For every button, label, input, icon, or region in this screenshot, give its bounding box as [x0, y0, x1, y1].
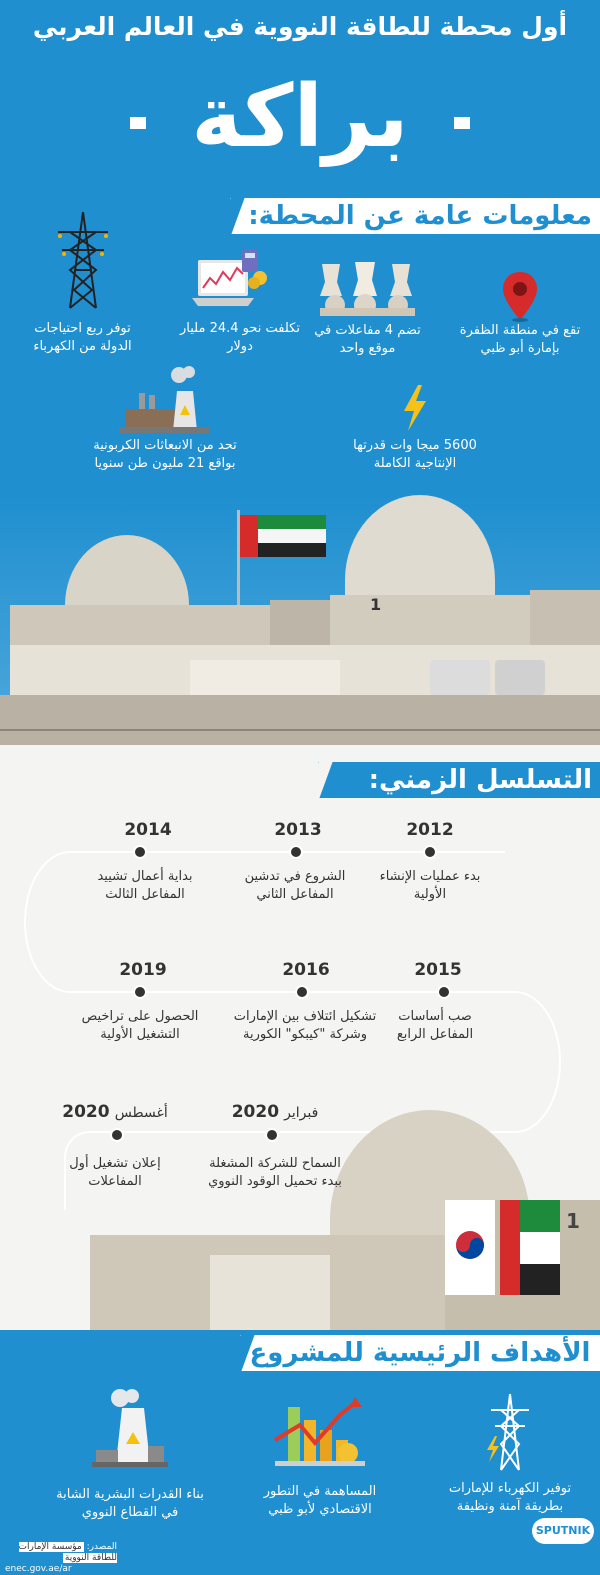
timeline-text-2015: صب أساسات المفاعل الرابع — [396, 1009, 474, 1042]
timeline-text-feb-2020: السماح للشركة المشغلة ببدء تحميل الوقود النووي — [208, 1156, 342, 1189]
goals-heading: الأهداف الرئيسية للمشروع — [249, 1338, 591, 1368]
timeline-year-2020-feb: 2020 — [231, 1102, 280, 1122]
page-title: أول محطة للطاقة النووية في العالم العربي — [32, 12, 568, 41]
source-label: المصدر: — [86, 1542, 117, 1552]
info-item-capacity — [345, 385, 485, 480]
sputnik-logo: SPUTNIK — [532, 1518, 594, 1544]
timeline-month-feb: فبراير — [284, 1105, 319, 1121]
timeline-year-2014: 2014 — [124, 820, 172, 840]
timeline-dot — [437, 985, 451, 999]
plant-name: براكة — [191, 67, 409, 167]
info-text-electricity-share: توفر ربع احتياجات الدولة من الكهرباء — [33, 321, 132, 354]
growth-chart-icon — [270, 1395, 370, 1470]
info-text-cost: تكلفت نحو 24.4 مليار دولار — [180, 321, 300, 354]
laptop-chart-icon — [190, 248, 270, 318]
general-info-heading: معلومات عامة عن المحطة: — [248, 201, 592, 231]
timeline-text-2016: تشكيل ائتلاف بين الإمارات وشركة "كيبكو" الكورية — [233, 1009, 377, 1042]
info-item-reactors — [305, 258, 430, 388]
timeline-text-2013: الشروع في تدشين المفاعل الثاني — [244, 869, 346, 902]
goal-item-human-capacity — [50, 1388, 210, 1528]
timeline-dot — [423, 845, 437, 859]
timeline-year-2019: 2019 — [119, 960, 167, 980]
timeline-text-2012: بدء عمليات الإنشاء الأولية — [379, 869, 481, 902]
info-item-cost — [180, 248, 300, 378]
goals-banner — [240, 1335, 600, 1371]
info-item-emissions — [85, 365, 245, 480]
source-name: مؤسسة الإمارات للطاقة النووية — [18, 1542, 117, 1563]
reactor-towers-icon — [310, 258, 425, 318]
info-text-emissions: تحد من الانبعاثات الكربونية بواقع 21 مليون طن سنويا — [93, 438, 237, 471]
info-item-electricity-share — [20, 210, 145, 360]
timeline-date-aug-2020 — [45, 1102, 185, 1122]
timeline-dot — [289, 845, 303, 859]
timeline-dot — [295, 985, 309, 999]
lightning-icon — [400, 385, 430, 431]
reactor-dome-illustration — [0, 1060, 600, 1330]
timeline-text-aug-2020: إعلان تشغيل أول المفاعلات — [69, 1156, 161, 1189]
info-text-reactors: تضم 4 مفاعلات في موقع واحد — [314, 323, 421, 356]
factory-icon — [117, 365, 212, 435]
timeline-month-aug: أغسطس — [114, 1105, 168, 1121]
timeline-year-2012: 2012 — [406, 820, 454, 840]
plant-scene-svg — [0, 495, 600, 745]
power-tower-icon — [48, 210, 118, 310]
timeline-dot — [133, 845, 147, 859]
source-block — [5, 1542, 117, 1575]
timeline-year-2016: 2016 — [282, 960, 330, 980]
source-url: enec.gov.ae/ar — [5, 1564, 72, 1574]
plant-illustration — [0, 495, 600, 745]
goal-item-electricity — [440, 1392, 580, 1522]
goal-text-human-capacity: بناء القدرات البشرية الشابة في القطاع النووي — [56, 1487, 204, 1520]
info-text-capacity: 5600 ميجا وات قدرتها الإنتاجية الكاملة — [353, 438, 477, 471]
power-tower-icon — [485, 1392, 535, 1472]
plant-name-block — [100, 62, 500, 172]
goal-item-economy — [245, 1395, 395, 1525]
timeline-dot — [265, 1128, 279, 1142]
timeline-date-feb-2020 — [210, 1102, 340, 1122]
general-info-banner — [230, 198, 600, 234]
timeline-year-2020-aug: 2020 — [62, 1102, 110, 1122]
timeline-heading: التسلسل الزمني: — [368, 765, 592, 795]
nuclear-plant-icon — [90, 1388, 170, 1468]
timeline-text-2014: بداية أعمال تشييد المفاعل الثالث — [97, 869, 193, 902]
timeline-text-2019: الحصول على تراخيص التشغيل الأولية — [81, 1009, 199, 1042]
unit-number-label: 1 — [370, 595, 382, 614]
timeline-year-2015: 2015 — [414, 960, 462, 980]
svg-text:1: 1 — [566, 1209, 580, 1233]
timeline-dot — [110, 1128, 124, 1142]
timeline-dot — [133, 985, 147, 999]
goal-text-electricity: توفير الكهرباء للإمارات بطريقة آمنة ونظيفة — [448, 1481, 572, 1514]
info-text-location: تقع في منطقة الظفرة بإمارة أبو ظبي — [459, 323, 581, 356]
map-pin-icon — [500, 270, 540, 322]
title-dash-right — [454, 117, 470, 129]
goal-text-economy: المساهمة في التطور الاقتصادي لأبو ظبي — [263, 1484, 377, 1517]
timeline-year-2013: 2013 — [274, 820, 322, 840]
info-item-location — [455, 270, 585, 390]
